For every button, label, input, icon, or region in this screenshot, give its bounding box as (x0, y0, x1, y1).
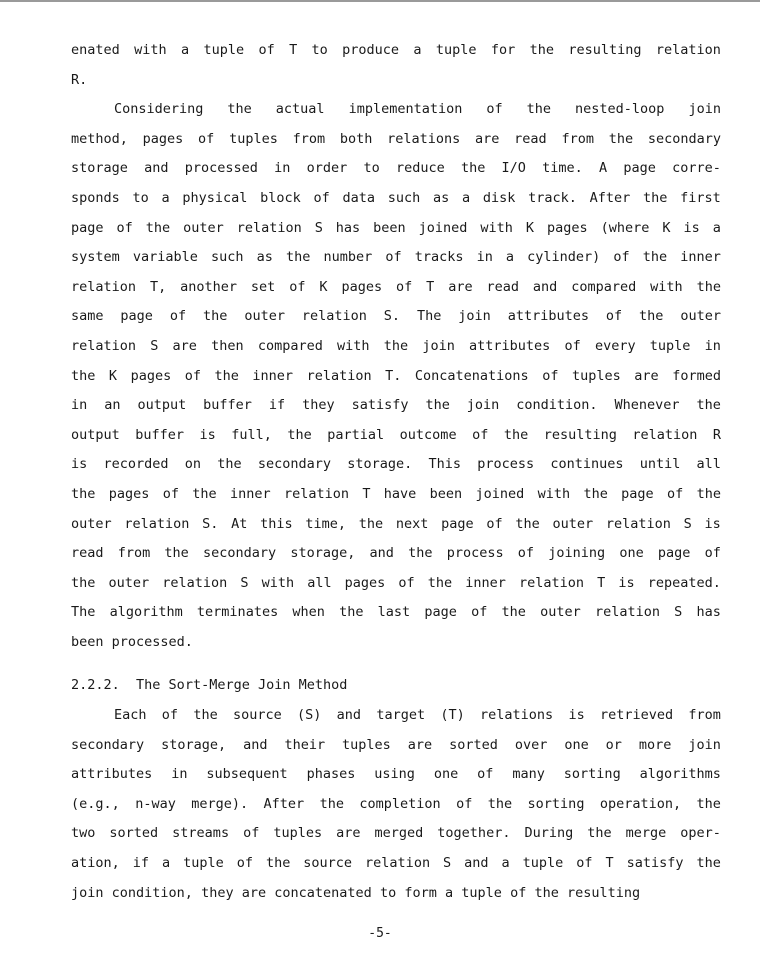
text-line: two sorted streams of tuples are merged together. During the merge oper- (71, 825, 721, 842)
text-line: The algorithm terminates when the last page of the outer relation S has (71, 604, 721, 621)
section-paragraph (71, 701, 721, 908)
text-line: output buffer is full, the partial outcome of the resulting relation R (71, 426, 721, 443)
text-line: Considering the actual implementation of the nested-loop join (114, 101, 721, 118)
text-line: same page of the outer relation S. The join attributes of the outer (71, 308, 721, 325)
text-line: been processed. (71, 633, 193, 650)
paragraphs-before-section (71, 36, 721, 657)
text-line: read from the secondary storage, and the process of joining one page of (71, 545, 721, 562)
text-line: in an output buffer if they satisfy the join condition. Whenever the (71, 397, 721, 414)
text-line: attributes in subsequent phases using one of many sorting algorithms (71, 766, 721, 783)
text-line: is recorded on the secondary storage. This process continues until all (71, 456, 721, 473)
text-line: join condition, they are concatenated to form a tuple of the resulting (71, 884, 641, 901)
text-line: storage and processed in order to reduce the I/O time. A page corre- (71, 160, 721, 177)
text-line: system variable such as the number of tracks in a cylinder) of the inner (71, 249, 721, 266)
text-line: R. (71, 71, 88, 88)
text-line: the outer relation S with all pages of the inner relation T is repeated. (71, 574, 721, 591)
text-line: outer relation S. At this time, the next page of the outer relation S is (71, 515, 721, 532)
page-number: -5- (368, 926, 392, 941)
text-line: relation T, another set of K pages of T are read and compared with the (71, 278, 721, 295)
text-line: relation S are then compared with the join attributes of every tuple in (71, 337, 721, 354)
text-line: method, pages of tuples from both relations are read from the secondary (71, 130, 721, 147)
text-line: enated with a tuple of T to produce a tuple for the resulting relation (71, 42, 721, 58)
text-line: (e.g., n-way merge). After the completion of the sorting operation, the (71, 795, 721, 812)
section-heading (71, 671, 721, 701)
section-title: The Sort-Merge Join Method (136, 677, 348, 694)
section-gap (71, 657, 721, 671)
top-border-rule (0, 0, 760, 2)
text-line: the pages of the inner relation T have been joined with the page of the (71, 485, 721, 502)
text-line: page of the outer relation S has been joined with K pages (where K is a (71, 219, 721, 236)
text-line: secondary storage, and their tuples are sorted over one or more join (71, 736, 721, 753)
section-number: 2.2.2. (71, 677, 120, 694)
text-line: sponds to a physical block of data such as a disk track. After the first (71, 189, 721, 206)
document-body (71, 36, 721, 908)
text-line: the K pages of the inner relation T. Concatenations of tuples are formed (71, 367, 721, 384)
text-line: Each of the source (S) and target (T) relations is retrieved from (114, 707, 721, 724)
text-line: ation, if a tuple of the source relation S and a tuple of T satisfy the (71, 855, 721, 872)
